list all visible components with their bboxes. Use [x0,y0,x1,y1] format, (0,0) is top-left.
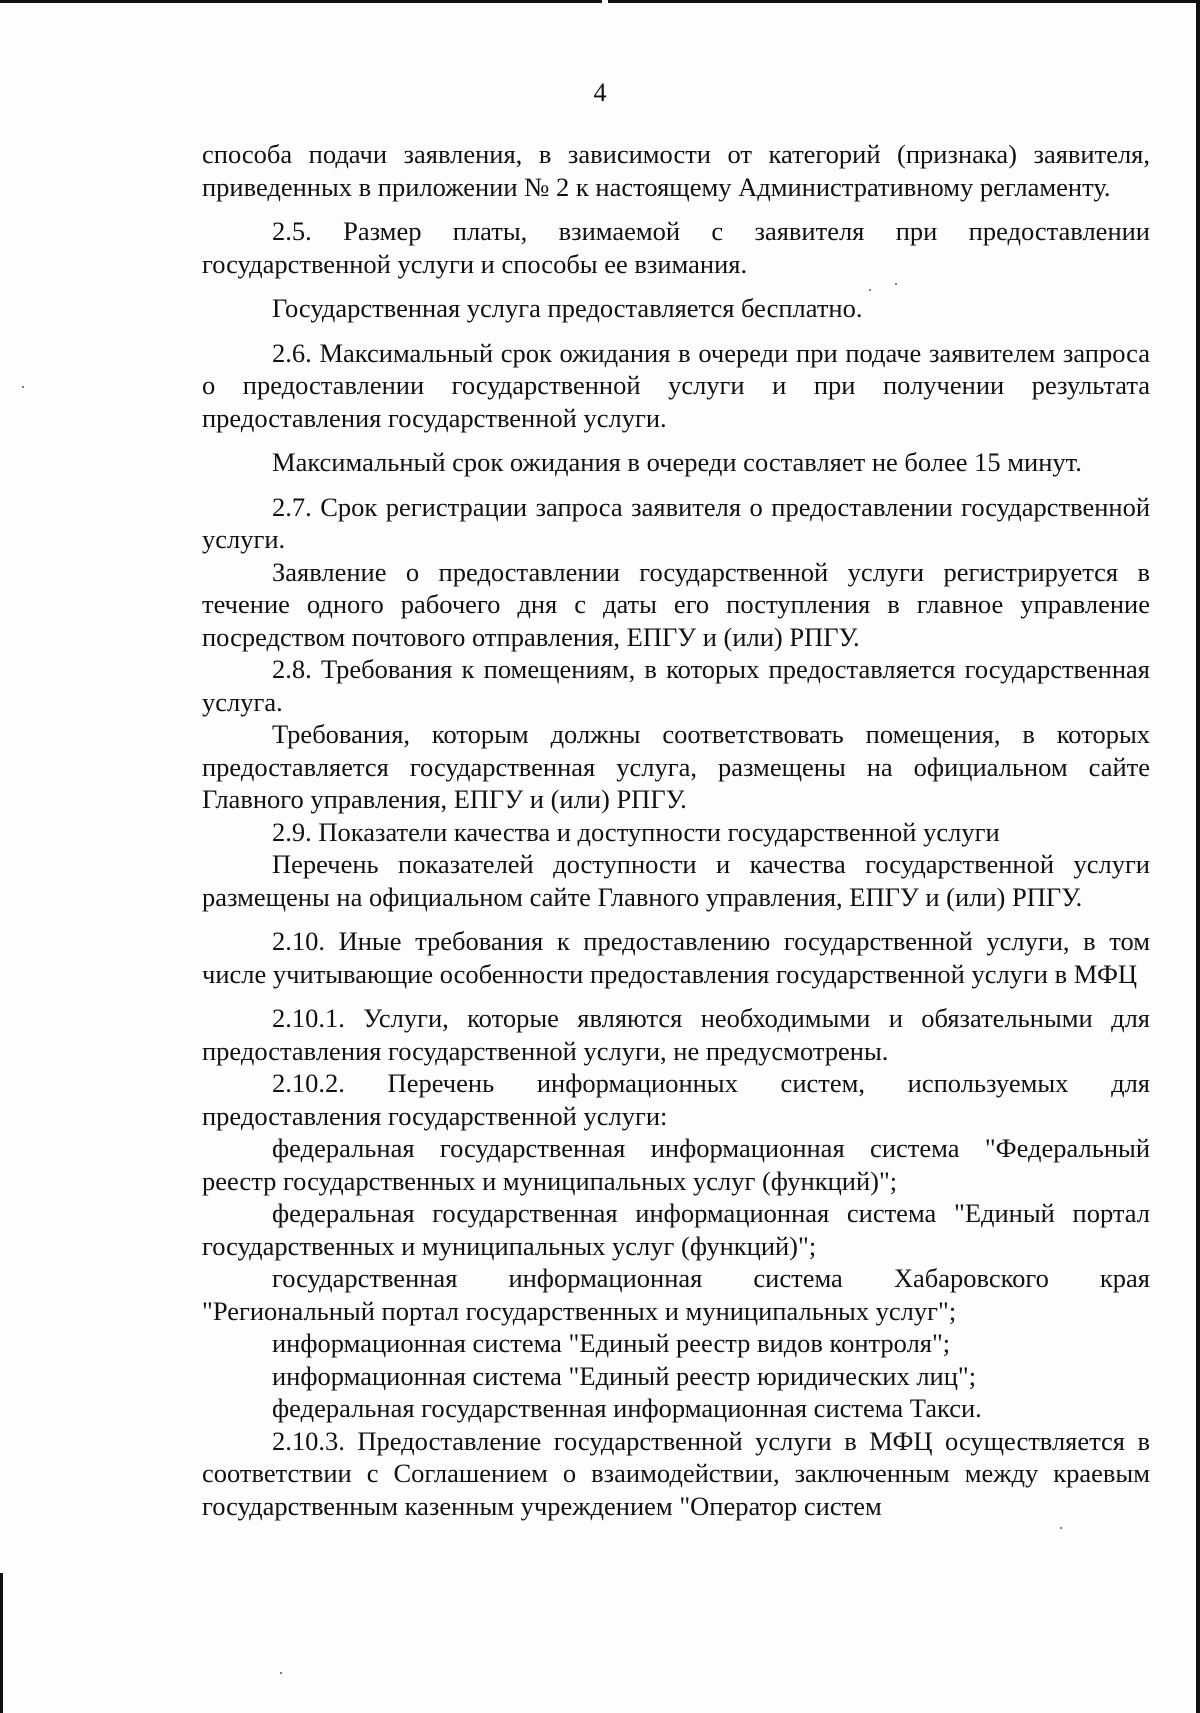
scan-edge-right [1196,0,1200,1713]
paragraph: Максимальный срок ожидания в очереди составляет не более 15 минут. [272,447,1082,477]
page-number: 4 [593,78,607,107]
list-item: государственная информационная система Хабаровского края "Региональный портал государственных и муниципальных услуг"; [202,1263,1150,1326]
scan-speck [280,1672,282,1674]
list-item: информационная система "Единый реестр видов контроля"; [272,1328,951,1358]
list-item: информационная система "Единый реестр юридических лиц"; [272,1360,977,1391]
scan-edge-gap [602,0,608,3]
section-heading: 2.8. Требования к помещениям, в которых предоставляется государственная услуга. [202,654,1150,717]
scan-speck [22,386,24,388]
paragraph: Требования, которым должны соответствовать помещения, в которых предоставляется государственная услуга, размещены на официальном сайте Главного управления, ЕПГУ и (или) РПГУ. [202,719,1150,814]
section-heading: 2.10.2. Перечень информационных систем, используемых для предоставления государственной услуги: [202,1068,1150,1131]
document-body [202,138,1150,1522]
section-heading: 2.6. Максимальный срок ожидания в очереди при подаче заявителем запроса о предоставлении государственной услуги и при получении результата предоставления государственной услуги. [202,337,1150,433]
paragraph: Государственная услуга предоставляется бесплатно. [272,293,863,323]
section-heading: 2.10.3. Предоставление государственной услуги в МФЦ осуществляется в соответствии с Соглашением о взаимодействии, заключенным между краевым государственным казенным учреждением "Оператор систем [202,1425,1150,1521]
scan-speck [895,283,897,285]
paragraph: способа подачи заявления, в зависимости от категорий (признака) заявителя, приведенных в приложении № 2 к настоящему Административному регламенту. [202,139,1150,202]
list-item: федеральная государственная информационная система Такси. [272,1393,982,1423]
scan-edge-left [0,1573,3,1713]
section-heading: 2.5. Размер платы, взимаемой с заявителя при предоставлении государственной услуги и способы ее взимания. [202,216,1150,279]
list-item: федеральная государственная информационная система "Единый портал государственных и муниципальных услуг (функций)"; [202,1198,1150,1261]
section-heading: 2.10. Иные требования к предоставлению государственной услуги, в том числе учитывающие особенности предоставления государственной услуги в МФЦ [202,926,1150,989]
section-heading: 2.9. Показатели качества и доступности государственной услуги [272,816,1000,847]
list-item: федеральная государственная информационная система "Федеральный реестр государственных и муниципальных услуг (функций)"; [202,1133,1150,1196]
paragraph: Перечень показателей доступности и качества государственной услуги размещены на официальном сайте Главного управления, ЕПГУ и (или) РПГУ. [202,849,1150,912]
scan-speck [869,289,871,291]
scan-edge-top [0,0,1200,3]
section-heading: 2.7. Срок регистрации запроса заявителя о предоставлении государственной услуги. [202,491,1150,554]
scan-speck [1060,1527,1062,1529]
section-heading: 2.10.1. Услуги, которые являются необходимыми и обязательными для предоставления государственной услуги, не предусмотрены. [202,1003,1150,1066]
paragraph: Заявление о предоставлении государственной услуги регистрируется в течение одного рабочего дня с даты его поступления в главное управление посредством почтового отправления, ЕПГУ и (или) РПГУ. [202,556,1150,652]
